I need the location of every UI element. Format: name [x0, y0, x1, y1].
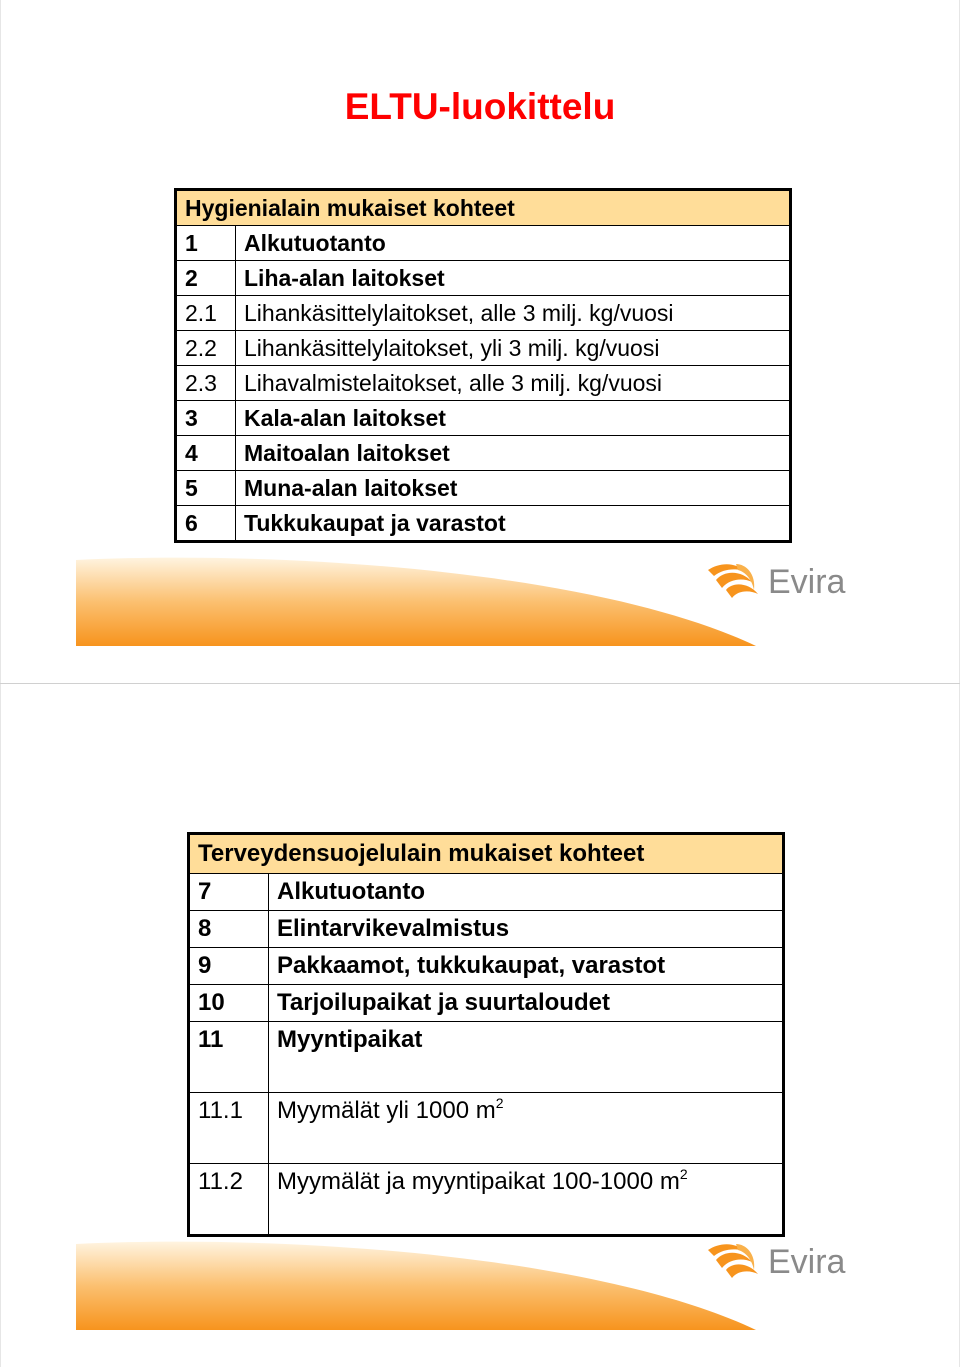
row-label: Lihankäsittelylaitokset, yli 3 milj. kg/vuosi — [236, 331, 791, 366]
table-row — [189, 911, 784, 948]
superscript: 2 — [495, 1095, 504, 1111]
table-row — [176, 366, 791, 401]
table-header-row — [176, 190, 791, 226]
row-code: 11.1 — [189, 1093, 269, 1164]
logo-text: Evira — [768, 563, 846, 601]
row-code: 2.3 — [176, 366, 236, 401]
table-row — [189, 1164, 784, 1236]
row-label-text: Alkutuotanto — [277, 878, 425, 905]
row-label — [269, 1022, 784, 1093]
row-code: 2.1 — [176, 296, 236, 331]
row-label: Kala-alan laitokset — [236, 401, 791, 436]
slide-2 — [0, 684, 960, 1367]
row-code: 11 — [189, 1022, 269, 1093]
row-label — [269, 874, 784, 911]
row-label: Alkutuotanto — [236, 226, 791, 261]
row-code: 1 — [176, 226, 236, 261]
row-label-text: Tarjoilupaikat ja suurtaloudet — [277, 989, 610, 1016]
table-row — [176, 296, 791, 331]
row-code: 3 — [176, 401, 236, 436]
row-code: 11.2 — [189, 1164, 269, 1236]
row-label — [269, 1093, 784, 1164]
row-code: 2.2 — [176, 331, 236, 366]
hygiene-law-table — [174, 188, 792, 543]
table-row — [176, 331, 791, 366]
row-label — [269, 911, 784, 948]
evira-logo — [706, 560, 846, 606]
table-header: Hygienialain mukaiset kohteet — [176, 190, 791, 226]
row-label — [269, 948, 784, 985]
page-title: ELTU-luokittelu — [344, 86, 616, 127]
row-label: Lihavalmistelaitokset, alle 3 milj. kg/vuosi — [236, 366, 791, 401]
evira-logo — [706, 1240, 846, 1286]
health-protection-law-table — [187, 832, 785, 1237]
table-row — [176, 226, 791, 261]
row-label-text: Myymälät ja myyntipaikat 100-1000 m — [277, 1168, 680, 1195]
table-header: Terveydensuojelulain mukaiset kohteet — [189, 834, 784, 874]
row-code: 5 — [176, 471, 236, 506]
superscript: 2 — [679, 1166, 688, 1182]
table-header-row — [189, 834, 784, 874]
table-row — [189, 948, 784, 985]
row-label: Liha-alan laitokset — [236, 261, 791, 296]
row-label — [269, 985, 784, 1022]
row-code: 4 — [176, 436, 236, 471]
table-row — [176, 471, 791, 506]
table-row — [176, 506, 791, 542]
table-row — [189, 1022, 784, 1093]
row-label: Muna-alan laitokset — [236, 471, 791, 506]
row-label: Tukkukaupat ja varastot — [236, 506, 791, 542]
table-row — [176, 436, 791, 471]
row-label-text: Myyntipaikat — [277, 1026, 423, 1053]
evira-logo-icon — [706, 1240, 768, 1286]
evira-logo-icon — [706, 560, 768, 606]
row-label: Lihankäsittelylaitokset, alle 3 milj. kg/vuosi — [236, 296, 791, 331]
row-code: 2 — [176, 261, 236, 296]
row-label-text: Myymälät yli 1000 m — [277, 1097, 496, 1124]
row-label — [269, 1164, 784, 1236]
table-row — [189, 985, 784, 1022]
slide-1 — [0, 0, 960, 683]
row-label-text: Elintarvikevalmistus — [277, 915, 510, 942]
orange-swoosh-decoration — [76, 540, 756, 646]
orange-swoosh-decoration — [76, 1224, 756, 1330]
logo-text: Evira — [768, 1243, 846, 1281]
table-row — [189, 1093, 784, 1164]
row-label: Maitoalan laitokset — [236, 436, 791, 471]
row-code: 8 — [189, 911, 269, 948]
row-code: 6 — [176, 506, 236, 542]
row-code: 10 — [189, 985, 269, 1022]
table-row — [189, 874, 784, 911]
row-label-text: Pakkaamot, tukkukaupat, varastot — [277, 952, 666, 979]
table-row — [176, 401, 791, 436]
row-code: 7 — [189, 874, 269, 911]
table-row — [176, 261, 791, 296]
row-code: 9 — [189, 948, 269, 985]
